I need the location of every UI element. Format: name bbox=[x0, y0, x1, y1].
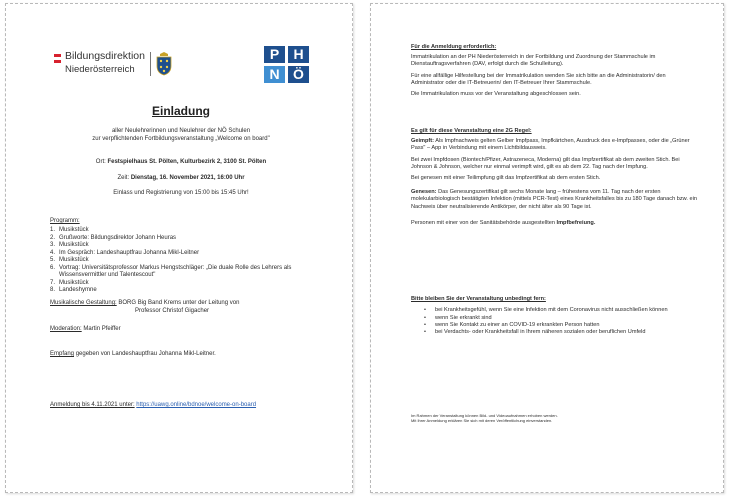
place-label: Ort: bbox=[95, 159, 108, 165]
program-item bbox=[50, 272, 291, 280]
stay-away-heading: Bitte bleiben Sie der Veranstaltung unbedingt fern: bbox=[411, 296, 546, 302]
bildungsdirektion-logo bbox=[54, 50, 194, 80]
recovered-label: Genesen: bbox=[411, 189, 437, 196]
event-time bbox=[26, 175, 336, 182]
logo-letter-n: N bbox=[264, 66, 285, 83]
logo-divider bbox=[150, 52, 151, 76]
vaccinated-paragraph bbox=[411, 138, 699, 152]
footer-line-1: Im Rahmen der Veranstaltung können Bild- und Videoaufnahmen erhoben werden. bbox=[411, 413, 558, 418]
program-item bbox=[50, 280, 291, 288]
stay-away-list bbox=[411, 307, 699, 336]
time-value: Dienstag, 16. November 2021, 16:00 Uhr bbox=[130, 175, 245, 181]
logo-letter-h: H bbox=[288, 46, 309, 63]
signup-heading: Für die Anmeldung erforderlich: bbox=[411, 44, 497, 50]
vaccinated-paragraph-3: Bei genesen mit einer Teilimpfung gilt das Impfzertifikat ab dem ersten Stich. bbox=[411, 175, 601, 182]
footer-line-2: Mit Ihrer Anmeldung erklären Sie sich mit deren Veröffentlichung einverstanden. bbox=[411, 418, 553, 424]
exemption-text: Personen mit einer von der Sanitätsbehörde ausgestellten bbox=[411, 219, 557, 226]
place-value: Festspielhaus St. Pölten, Kulturbezirk 2, 3100 St. Pölten bbox=[107, 159, 267, 165]
signup bbox=[50, 402, 256, 409]
stay-away-item: • wenn Sie Kontakt zu einer an COVID-19 erkrankten Person hatten bbox=[411, 322, 699, 329]
invitation-page-2 bbox=[370, 3, 724, 493]
program-item-number: 3. bbox=[50, 242, 56, 248]
time-label: Zeit: bbox=[117, 175, 131, 181]
moderation bbox=[50, 326, 121, 333]
reception-text: gegeben von Landeshauptfrau Johanna Mikl-Leitner. bbox=[75, 351, 216, 357]
program-item bbox=[50, 235, 291, 243]
program-item bbox=[50, 265, 291, 273]
program-item bbox=[50, 287, 291, 295]
program-list bbox=[50, 227, 291, 295]
program-item-number: 6. bbox=[50, 264, 56, 271]
program-item bbox=[50, 242, 291, 250]
program-item-text: Musikstück bbox=[59, 279, 89, 286]
registration-note: Einlass und Registrierung von 15:00 bis 15:45 Uhr! bbox=[113, 190, 249, 196]
logo-letter-p: P bbox=[264, 46, 285, 63]
reception bbox=[50, 351, 216, 358]
event-place bbox=[26, 159, 336, 166]
program-item-text: Vortrag: Universitätsprofessor Markus Hengstschläger: „Die duale Rolle des Lehrers als bbox=[59, 264, 292, 271]
program-heading: Programm: bbox=[50, 218, 80, 224]
vaccinated-text: Als Impfnachweis gelten Gelber Impfpass, Impfkärtchen, Ausdruck des e-Impfpasses, oder die „Grüner Pass" – App in Verbindung mit einem Lichtbildausweis. bbox=[411, 138, 690, 152]
footer-note bbox=[411, 413, 699, 423]
recovered-text: Das Genesungszertifikat gilt sechs Monate lang – frühestens vom 11. Tag nach der ersten molekularbiologisch bestätigten Infektion (mittels PCR-Test) eines Krankheitsfalles bis zu 180 Tage danach bzw. ein Nachweis über neutralisierende Antikörper, der nicht älter als 90 Tage ist. bbox=[411, 189, 697, 210]
program-item-text: Musikstück bbox=[59, 242, 89, 248]
signup-section bbox=[411, 44, 699, 98]
vaccinated-paragraph-2: Bei zwei Impfdosen (Biontech/Pfizer, Astrazeneca, Moderna) gilt das Impfzertifikat ab dem zweiten Stich. Bei Johnson & Johnson, welcher nur einmal verimpft wird, gilt es ab dem 22. Tag nach der Impfung. bbox=[411, 156, 680, 170]
exemption-bold: Impfbefreiung. bbox=[556, 219, 596, 226]
program-item-number: 4. bbox=[50, 249, 56, 256]
recovered-paragraph bbox=[411, 189, 699, 211]
program-item-number: 5. bbox=[50, 257, 56, 263]
rule-2g-section bbox=[411, 128, 699, 227]
ph-noe-logo bbox=[264, 46, 310, 84]
program-item-text: Landeshymne bbox=[59, 287, 97, 293]
program-item-text: Grußworte: Bildungsdirektor Johann Heuras bbox=[59, 234, 177, 241]
program-item bbox=[50, 227, 291, 235]
logo-subtitle: Niederösterreich bbox=[65, 64, 135, 75]
program-item-text: Musikstück bbox=[59, 257, 89, 263]
signup-paragraph-1: Immatrikulation an der PH Niederösterreich in der Fortbildung und Zuordnung der Stammschule im Dienstauftragsverfahren (DAV, erfolgt durch die Schulleitung). bbox=[411, 54, 656, 68]
stay-away-item: • bei Krankheitsgefühl, wenn Sie eine Infektion mit dem Coronavirus nicht ausschließen können bbox=[411, 307, 699, 314]
vaccinated-label: Geimpft: bbox=[411, 138, 434, 145]
signup-paragraph-2: Für eine allfällige Hilfestellung bei der Immatrikulation wenden Sie sich bitte an die Administratorin/ den Administrator oder die IT-Betreuerin/ den IT-Betreuer Ihrer Stammschule. bbox=[411, 72, 666, 86]
rule-2g-heading: Es gilt für diese Veranstaltung eine 2G Regel: bbox=[411, 128, 532, 134]
program-item-text: Im Gespräch: Landeshauptfrau Johanna Mikl-Leitner bbox=[59, 249, 200, 256]
stay-away-item: • bei Verdachts- oder Krankheitsfall in Ihrem näheren sozialen oder beruflichen Umfeld bbox=[411, 329, 699, 336]
intro-line-2: zur verpflichtenden Fortbildungsveranstaltung „Welcome on board" bbox=[92, 136, 270, 142]
music-text: BORG Big Band Krems unter der Leitung von bbox=[118, 300, 240, 306]
signup-label: Anmeldung bis 4.11.2021 unter: bbox=[50, 402, 135, 408]
signup-link[interactable]: https://uawg.online/bdnoe/welcome-on-board bbox=[136, 402, 257, 408]
program-item-number: 2. bbox=[50, 234, 56, 241]
program-item-number: 8. bbox=[50, 287, 56, 293]
invitation-page-1 bbox=[5, 3, 353, 493]
signup-paragraph-3: Die Immatrikulation muss vor der Veranstaltung abgeschlossen sein. bbox=[411, 91, 581, 98]
music-label: Musikalische Gestaltung: bbox=[50, 300, 117, 306]
exemption-paragraph bbox=[411, 220, 699, 227]
program-item-text: Musikstück bbox=[59, 227, 89, 233]
reception-label: Empfang bbox=[50, 351, 75, 357]
program-item bbox=[50, 257, 291, 265]
program-item bbox=[50, 250, 291, 258]
music-credit bbox=[50, 300, 239, 307]
stay-away-item: • wenn Sie erkrankt sind bbox=[411, 315, 699, 322]
intro-line-1: aller Neulehrerinnen und Neulehrer der NÖ Schulen bbox=[111, 128, 251, 134]
program-item-text: Wissensvermittler und Talentescout" bbox=[59, 272, 156, 278]
music-conductor: Professor Christof Gigacher bbox=[135, 308, 210, 314]
moderation-text: Martin Pfeiffer bbox=[83, 326, 121, 332]
coat-of-arms-icon bbox=[155, 52, 173, 76]
austrian-flag-icon bbox=[54, 54, 61, 63]
program-item-number: 1. bbox=[50, 227, 56, 233]
page-title: Einladung bbox=[152, 104, 210, 118]
stay-away-section bbox=[411, 296, 699, 336]
moderation-label: Moderation: bbox=[50, 326, 82, 332]
logo-letter-oe: Ö bbox=[288, 66, 309, 83]
program-item-number: 7. bbox=[50, 279, 56, 286]
logo-title: Bildungsdirektion bbox=[65, 50, 145, 62]
